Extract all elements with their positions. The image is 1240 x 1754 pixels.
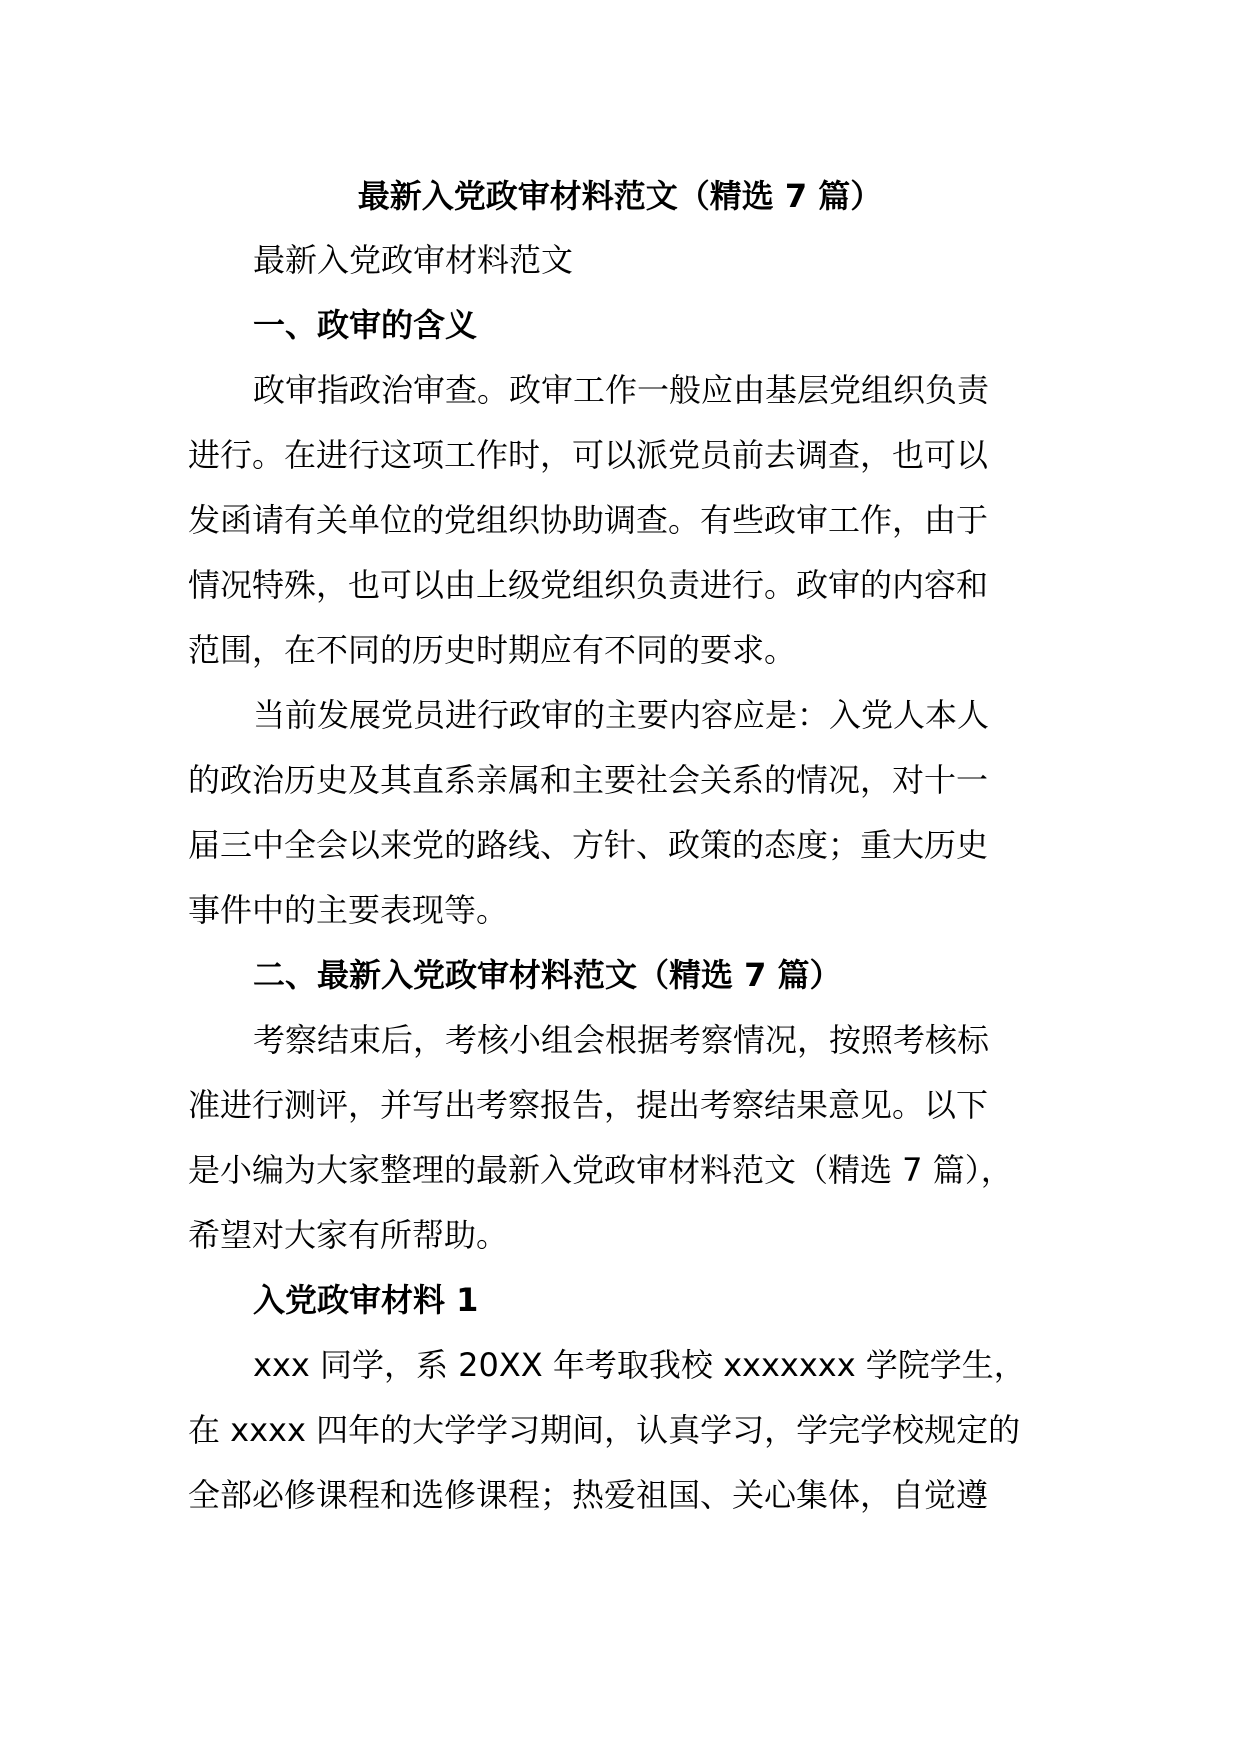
section-heading-2: 二、最新入党政审材料范文（精选 7 篇） <box>253 956 842 994</box>
paragraph-line: 范围，在不同的历史时期应有不同的要求。 <box>188 631 797 669</box>
paragraph-line: 当前发展党员进行政审的主要内容应是：入党人本人 <box>253 696 990 734</box>
paragraph-line: 情况特殊，也可以由上级党组织负责进行。政审的内容和 <box>188 566 989 604</box>
document-subtitle: 最新入党政审材料范文 <box>253 241 574 279</box>
paragraph-line: 的政治历史及其直系亲属和主要社会关系的情况，对十一 <box>188 761 989 799</box>
paragraph-line: 准进行测评，并写出考察报告，提出考察结果意见。以下 <box>188 1086 989 1124</box>
document-title: 最新入党政审材料范文（精选 7 篇） <box>357 177 883 215</box>
paragraph-line: xxx 同学，系 20XX 年考取我校 xxxxxxx 学院学生， <box>253 1346 1026 1384</box>
paragraph-line: 发函请有关单位的党组织协助调查。有些政审工作，由于 <box>188 501 989 539</box>
paragraph-line: 在 xxxx 四年的大学学习期间，认真学习，学完学校规定的 <box>188 1411 1021 1449</box>
paragraph-line: 事件中的主要表现等。 <box>188 891 509 929</box>
paragraph-line: 希望对大家有所帮助。 <box>188 1216 509 1254</box>
paragraph-line: 政审指政治审查。政审工作一般应由基层党组织负责 <box>253 371 990 409</box>
material-heading-1: 入党政审材料 1 <box>253 1281 479 1319</box>
paragraph-line: 考察结束后，考核小组会根据考察情况，按照考核标 <box>253 1021 990 1059</box>
section-heading-1: 一、政审的含义 <box>253 306 478 344</box>
paragraph-line: 是小编为大家整理的最新入党政审材料范文（精选 7 篇）， <box>188 1151 1013 1189</box>
paragraph-line: 届三中全会以来党的路线、方针、政策的态度；重大历史 <box>188 826 989 864</box>
paragraph-line: 全部必修课程和选修课程；热爱祖国、关心集体，自觉遵 <box>188 1476 989 1514</box>
paragraph-line: 进行。在进行这项工作时，可以派党员前去调查，也可以 <box>188 436 989 474</box>
